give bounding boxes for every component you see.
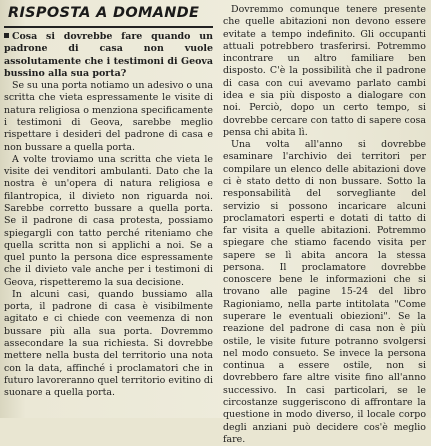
answer-paragraph-2: A volte troviamo una scritta che vieta le visite dei venditori ambulanti. Dato che la nostra è un'opera di natura religiosa e filantropica, il divieto non riguarda noi. Sarebbe corretto bussare a quella porta. Se il padrone di casa protesta, possiamo spiegargli con tatto perché riteniamo che quella scritta non si applichi a noi. Se a quel punto la persona dice espressamente che il divieto vale anche per i testimoni di Geova, rispetteremo la sua decisione. xyxy=(4,153,213,288)
right-column xyxy=(223,4,426,446)
answer-paragraph-3: In alcuni casi, quando bussiamo alla porta, il padrone di casa è visibilmente agitato e ci chiede con veemenza di non bussare più alla sua porta. Dovremmo assecondare la sua richiesta. Si dovrebbe mettere nella busta del territorio una nota con la data, affinché i proclamatori che in futuro lavoreranno quel territorio evitino di suonare a quella porta. xyxy=(4,288,213,399)
answer-paragraph-1: Se su una porta notiamo un adesivo o una scritta che vieta espressamente le visite di natura religiosa o menziona specificamente i testimoni di Geova, sarebbe meglio rispettare i desideri del padrone di casa e non bussare a quella porta. xyxy=(4,80,213,153)
right-paragraph-1: Dovremmo comunque tenere presente che quelle abitazioni non devono essere evitate a tempo indefinito. Gli occupanti attuali potrebbero trasferirsi. Potremmo incontrare un altro familiare ben disposto. C'è la possibilità che il padrone di casa con cui avevamo parlato cambi idea e sia più disposto a dialogare con noi. Perciò, dopo un certo tempo, si dovrebbe cercare con tatto di sapere cosa pensa chi abita lì. xyxy=(223,4,426,138)
bullet-icon xyxy=(4,33,9,38)
right-paragraph-2: Una volta all'anno si dovrebbe esaminare l'archivio dei territori per compilare un elenco delle abitazioni dove ci è stato detto di non bussare. Sotto la responsabilità del sorvegliante del servizio si possono incaricare alcuni proclamatori esperti e dotati di tatto di far visita a quelle abitazioni. Potremmo spiegare che stiamo facendo visita per sapere se lì abita ancora la stessa persona. Il proclamatore dovrebbe conoscere bene le informazioni che si trovano alle pagine 15-24 del libro Ragioniamo, nella parte intitolata "Come superare le eventuali obiezioni". Se la reazione del padrone di casa non è più ostile, le visite future potranno svolgersi nel modo consueto. Se invece la persona continua a essere ostile, non si dovrebbero fare altre visite fino all'anno successivo. In casi particolari, se le circostanze suggeriscono di affrontare la questione in modo diverso, il locale corpo degli anziani può decidere cos'è meglio fare. xyxy=(223,139,426,445)
question-block xyxy=(4,31,213,80)
article-title: RISPOSTA A DOMANDE xyxy=(8,5,200,21)
question-text: Cosa si dovrebbe fare quando un padrone di casa non vuole assolutamente che i testimoni di Geova bussino alla sua porta? xyxy=(4,31,213,79)
title-divider xyxy=(4,26,213,28)
left-column xyxy=(4,4,213,399)
